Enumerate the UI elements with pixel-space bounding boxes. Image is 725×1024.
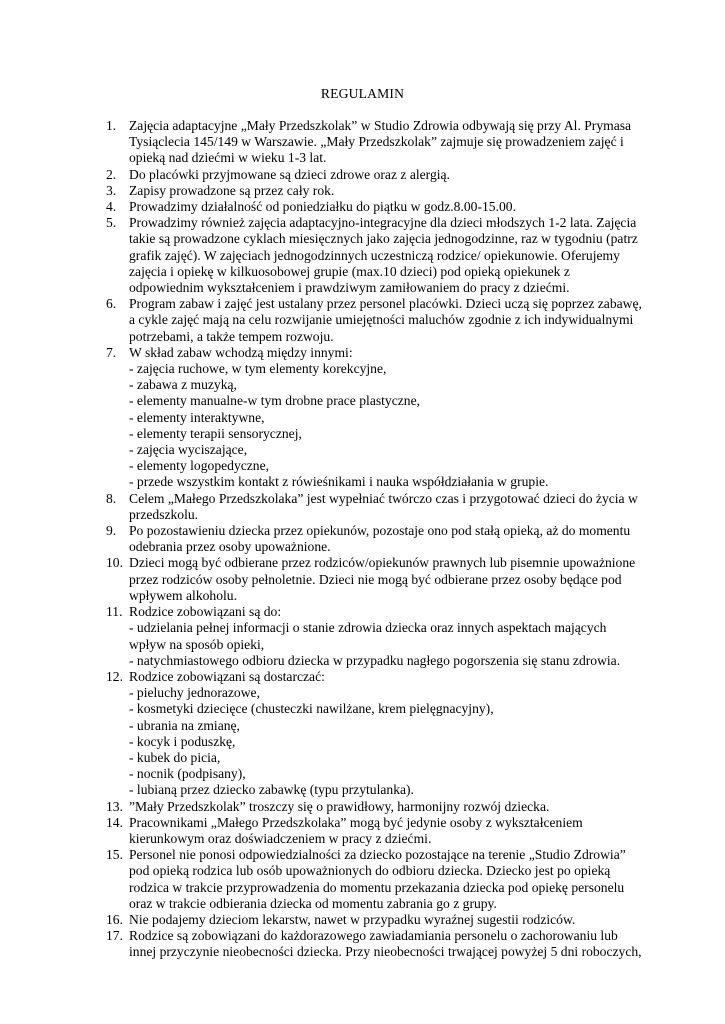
rule-number: 10. xyxy=(106,555,123,571)
document-title: REGULAMIN xyxy=(320,86,405,101)
rule-subitem: - zabawa z muzyką, xyxy=(129,377,237,393)
rule-number: 16. xyxy=(106,911,123,927)
rule-item xyxy=(106,604,646,669)
rule-number: 9. xyxy=(106,523,117,539)
rule-item xyxy=(106,491,646,523)
rule-number: 1. xyxy=(106,118,117,133)
rule-subitem: - pieluchy jednorazowe, xyxy=(129,685,260,701)
rule-item xyxy=(106,296,646,345)
rule-subitem: - natychmiastowego odbioru dziecka w przypadku nagłego pogorszenia się stanu zdrowia. xyxy=(129,652,621,668)
rule-subitem: - przede wszystkim kontakt z rówieśnikami i nauka współdziałania w grupie. xyxy=(129,474,549,490)
rule-subitem: - elementy interaktywne, xyxy=(129,409,265,425)
rule-number: 2. xyxy=(106,166,117,182)
rule-subitem: - nocnik (podpisany), xyxy=(129,766,246,782)
rule-subitem: - kosmetyki dziecięce (chusteczki nawilżane, krem pielęgnacyjny), xyxy=(129,701,494,717)
rule-subitem: - lubianą przez dziecko zabawkę (typu przytulanka). xyxy=(129,782,414,798)
rule-text: Rodzice zobowiązani są dostarczać: xyxy=(129,668,325,684)
rule-number: 15. xyxy=(106,847,123,863)
rule-number: 13. xyxy=(106,798,123,814)
rule-number: 3. xyxy=(106,182,117,198)
rule-subitem: - zajęcia ruchowe, w tym elementy korekcyjne, xyxy=(129,361,387,377)
rule-text: Zajęcia adaptacyjne „Mały Przedszkolak” w Studio Zdrowia odbywają się przy Al. Prymasa Tysiąclecia 145/149 w Warszawie. „Mały Przedszkolak” zajmuje się prowadzeniem zajęć i opieką nad dziećmi w wieku 1-3 lat. xyxy=(129,118,632,166)
rule-item xyxy=(106,799,646,815)
rule-number: 14. xyxy=(106,814,123,830)
rule-text: Pracownikami „Małego Przedszkolaka” mogą być jedynie osoby z wykształceniem kierunkowym oraz doświadczeniem w pracy z dziećmi. xyxy=(129,814,583,846)
rule-item xyxy=(106,345,646,491)
rule-subitem: - elementy manualne-w tym drobne prace plastyczne, xyxy=(129,393,421,409)
rule-number: 8. xyxy=(106,490,117,506)
rule-subitem: - kocyk i poduszkę, xyxy=(129,733,236,749)
rule-item xyxy=(106,199,646,215)
rule-item xyxy=(106,118,646,167)
rule-number: 17. xyxy=(106,928,123,944)
rule-item xyxy=(106,847,646,912)
rule-item xyxy=(106,815,646,847)
rule-number: 12. xyxy=(106,668,123,684)
rule-subitem: - elementy terapii sensorycznej, xyxy=(129,425,302,441)
rule-text: Program zabaw i zajęć jest ustalany przez personel placówki. Dzieci uczą się poprzez zabawę, a cykle zajęć mają na celu rozwijanie umiejętności maluchów zgodnie z ich indywidualnymi potrzebami, a także tempem rozwoju. xyxy=(129,296,642,344)
rule-text: Celem „Małego Przedszkolaka” jest wypełniać twórczo czas i przygotować dzieci do życia w przedszkolu. xyxy=(129,490,638,522)
rule-item xyxy=(106,523,646,555)
rule-text: W skład zabaw wchodzą między innymi: xyxy=(129,344,353,360)
rule-text: Dzieci mogą być odbierane przez rodziców/opiekunów prawnych lub pisemnie upoważnione przez rodziców osoby pełnoletnie. Dzieci nie mogą być odbierane przez osoby będące pod wpływem alkoholu. xyxy=(129,555,636,603)
rule-text: Prowadzimy działalność od poniedziałku do piątku w godz.8.00-15.00. xyxy=(129,199,516,215)
rule-text: Po pozostawieniu dziecka przez opiekunów, pozostaje ono pod stałą opieką, aż do momentu odebrania przez osoby upoważnione. xyxy=(129,523,631,555)
rule-subitem: - udzielania pełnej informacji o stanie zdrowia dziecka oraz innych aspektach mających wpływ na sposób opieki, xyxy=(129,620,607,652)
rule-item xyxy=(106,912,646,928)
rule-text: ”Mały Przedszkolak” troszczy się o prawidłowy, harmonijny rozwój dziecka. xyxy=(129,798,550,814)
rule-text: Prowadzimy również zajęcia adaptacyjno-integracyjne dla dzieci młodszych 1-2 lata. Zajęcia takie są prowadzone cyklach miesięcznych jako zajęcia jednogodzinne, raz w tygodniu (patrz grafik zajęć). W zajęciach jednogodzinnych uczestniczą rodzice/ opiekunowie. Oferujemy zajęcia i opiekę w kilkuosobowej grupie (max.10 dzieci) pod opieką opiekunek z odpowiednim wykształceniem i prawdziwym zamiłowaniem do pracy z dziećmi. xyxy=(129,215,638,296)
rule-number: 4. xyxy=(106,199,117,215)
rule-number: 6. xyxy=(106,296,117,312)
rules-list xyxy=(106,118,646,961)
rule-number: 7. xyxy=(106,344,117,360)
rule-number: 5. xyxy=(106,215,117,231)
rule-item xyxy=(106,928,646,960)
rule-item xyxy=(106,669,646,799)
rule-item xyxy=(106,215,646,296)
rule-text: Rodzice zobowiązani są do: xyxy=(129,604,282,620)
rule-subitem: - elementy logopedyczne, xyxy=(129,458,270,474)
rule-text: Rodzice są zobowiązani do każdorazowego zawiadamiania personelu o zachorowaniu lub innej przyczynie nieobecności dziecka. Przy nieobecności trwającej powyżej 5 dni roboczych, xyxy=(129,928,642,960)
rule-text: Do placówki przyjmowane są dzieci zdrowe oraz z alergią. xyxy=(129,166,450,182)
rule-subitem: - kubek do picia, xyxy=(129,749,221,765)
rule-item xyxy=(106,555,646,604)
rule-text: Zapisy prowadzone są przez cały rok. xyxy=(129,182,335,198)
rule-number: 11. xyxy=(106,604,123,620)
rule-item xyxy=(106,167,646,183)
rule-text: Personel nie ponosi odpowiedzialności za dziecko pozostające na terenie „Studio Zdrowia” pod opieką rodzica lub osób upoważnionych do odbioru dziecka. Dziecko jest po opieką rodzica w trakcie przyprowadzenia do momentu przekazania dziecka pod opiekę personelu oraz w trakcie odbierania dziecka od momentu zabrania go z grupy. xyxy=(129,847,626,911)
rule-subitem: - ubrania na zmianę, xyxy=(129,717,240,733)
rule-item xyxy=(106,183,646,199)
rule-text: Nie podajemy dzieciom lekarstw, nawet w przypadku wyraźnej sugestii rodziców. xyxy=(129,911,576,927)
rule-subitem: - zajęcia wyciszające, xyxy=(129,442,248,458)
